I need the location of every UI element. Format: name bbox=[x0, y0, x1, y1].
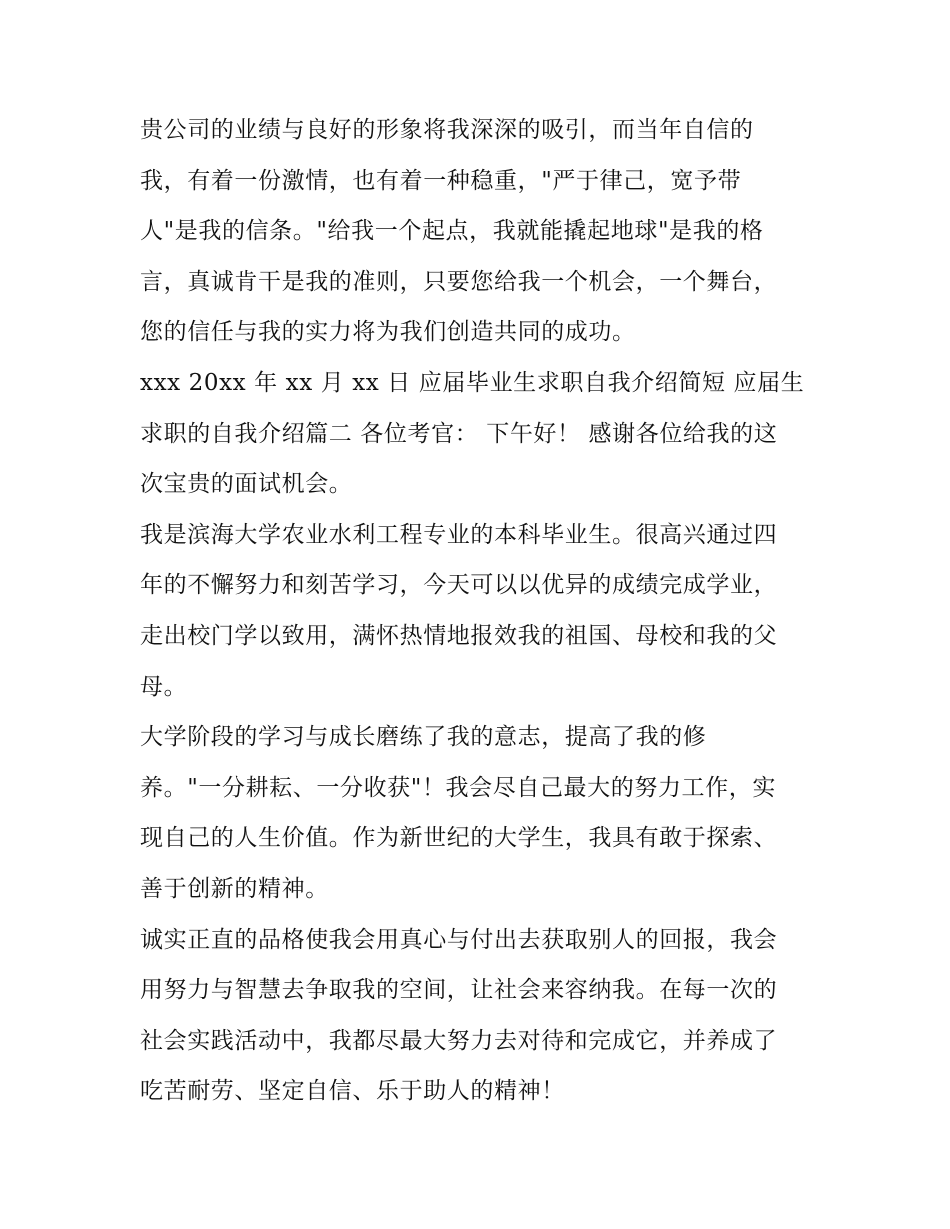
text-line: 贵公司的业绩与良好的形象将我深深的吸引，而当年自信的 bbox=[140, 117, 754, 143]
text-line: 走出校门学以致用，满怀热情地报效我的祖国、母校和我的父 bbox=[140, 622, 778, 649]
text-line: 吃苦耐劳、坚定自信、乐于助人的精神！ bbox=[140, 1078, 565, 1105]
text-line: 善于创新的精神。 bbox=[140, 875, 329, 902]
text-line: 言，真诚肯干是我的准则，只要您给我一个机会，一个舞台， bbox=[140, 268, 778, 295]
text-line: 您的信任与我的实力将为我们创造共同的成功。 bbox=[140, 319, 636, 346]
text-line: 求职的自我介绍篇二 各位考官： 下午好！ 感谢各位给我的这 bbox=[140, 420, 778, 447]
text-line: 母。 bbox=[140, 673, 188, 700]
body-text bbox=[140, 105, 820, 1117]
text-line: 养。"一分耕耘、一分收获"！我会尽自己最大的努力工作，实 bbox=[140, 774, 776, 801]
text-line: 人"是我的信条。"给我一个起点，我就能撬起地球"是我的格 bbox=[140, 218, 764, 245]
text-line: 我，有着一份激情，也有着一种稳重，"严于律己，宽予带 bbox=[140, 167, 742, 194]
text-line: 次宝贵的面试机会。 bbox=[140, 471, 353, 498]
text-line: 年的不懈努力和刻苦学习，今天可以以优异的成绩完成学业， bbox=[140, 572, 778, 599]
text-line: 用努力与智慧去争取我的空间，让社会来容纳我。在每一次的 bbox=[140, 977, 778, 1004]
text-line: 大学阶段的学习与成长磨练了我的意志，提高了我的修 bbox=[140, 724, 707, 751]
text-line: 现自己的人生价值。作为新世纪的大学生，我具有敢于探索、 bbox=[140, 825, 778, 852]
text-line: 社会实践活动中，我都尽最大努力去对待和完成它，并养成了 bbox=[140, 1027, 778, 1054]
text-line: xxx 20xx 年 xx 月 xx 日 应届毕业生求职自我介绍简短 应届生 bbox=[140, 369, 805, 396]
text-line: 诚实正直的品格使我会用真心与付出去获取别人的回报，我会 bbox=[140, 926, 778, 953]
text-line: 我是滨海大学农业水利工程专业的本科毕业生。很高兴通过四 bbox=[140, 521, 778, 548]
